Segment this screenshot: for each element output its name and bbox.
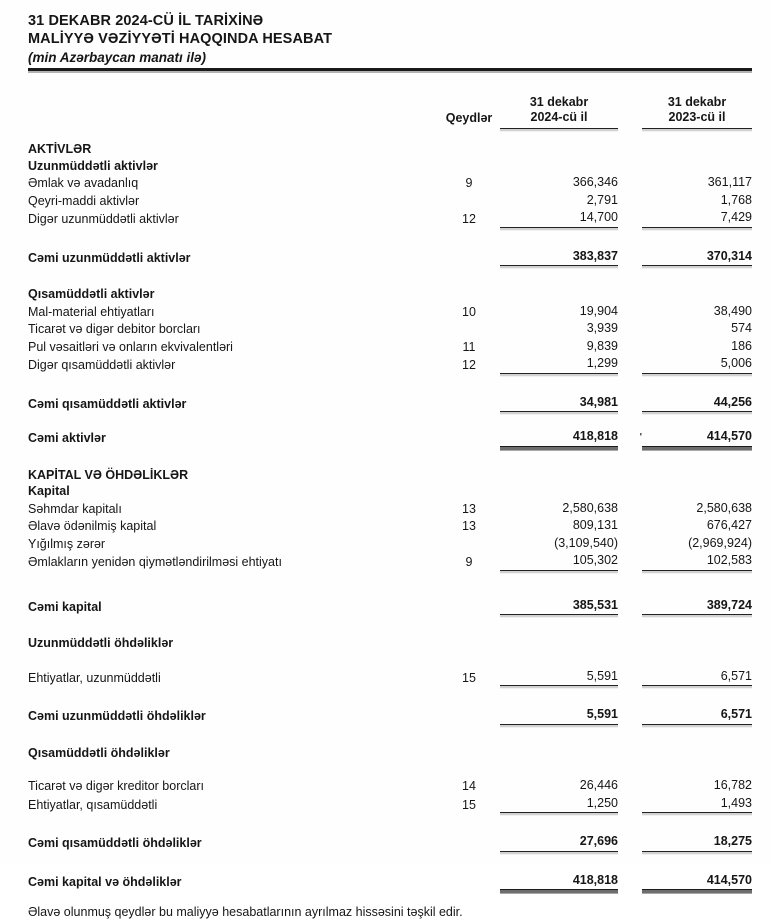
- row-value-2024: 5,591: [500, 706, 618, 725]
- statement-row: [28, 355, 752, 374]
- row-label: Səhmdar kapitalı: [28, 501, 122, 516]
- row-label: Digər qısamüddətli aktivlər: [28, 358, 176, 372]
- statement-row: [28, 320, 752, 338]
- row-label: Uzunmüddətli öhdəliklər: [28, 636, 174, 650]
- statement-date-title: 31 DEKABR 2024-CÜ İL TARİXİNƏ: [28, 13, 264, 29]
- row-value-2023: [642, 157, 752, 158]
- row-label: Ticarət və digər debitor borcları: [28, 322, 201, 336]
- statement-row: [28, 209, 752, 228]
- row-value-2023: 676,427: [706, 518, 752, 532]
- row-value-2023: 361,117: [707, 175, 752, 189]
- statement-row: [28, 394, 752, 413]
- row-value-2024: [500, 760, 618, 761]
- row-label: Ehtiyatlar, uzunmüddətli: [28, 670, 161, 685]
- statement-row: [28, 428, 752, 447]
- row-label: Əmlakların yenidən qiymətləndirilməsi ehtiyatı: [28, 555, 282, 569]
- row-value-2024: 2,580,638: [562, 500, 618, 515]
- column-header-2023: [642, 95, 752, 129]
- row-label: Digər uzunmüddətli aktivlər: [28, 212, 179, 226]
- row-note: 12: [462, 358, 476, 372]
- row-value-2024: [500, 157, 618, 158]
- row-label: Əlavə ödənilmiş kapital: [28, 519, 157, 533]
- row-note: 9: [465, 176, 473, 190]
- row-value-2023: 5,006: [642, 355, 752, 374]
- statement-row: [28, 248, 752, 267]
- row-note: 10: [462, 304, 476, 319]
- row-label: AKTİVLƏR: [28, 142, 92, 156]
- statement-row: [28, 500, 752, 518]
- row-value-2024: 1,250: [500, 795, 618, 814]
- statement-rows: [28, 141, 752, 890]
- statement-name-title: MALİYYƏ VƏZİYYƏTİ HAQQINDA HESABAT: [28, 31, 333, 47]
- statement-row: [28, 535, 752, 553]
- row-label: Cəmi qısamüddətli öhdəliklər: [28, 836, 202, 850]
- document-header: [28, 12, 752, 71]
- row-value-2023: 7,429: [642, 209, 752, 228]
- row-value-2024: 2,791: [586, 192, 618, 207]
- row-value-2024: 809,131: [572, 518, 618, 532]
- row-value-2023: 574: [731, 321, 752, 335]
- row-label: Kapital: [28, 484, 70, 498]
- row-value-2024: 1,299: [500, 355, 618, 374]
- row-value-2023: 2,580,638: [696, 500, 752, 515]
- row-label: Qeyri-maddi aktivlər: [28, 193, 140, 208]
- row-value-2024: [500, 482, 618, 483]
- row-value-2024: 14,700: [500, 209, 618, 228]
- column-header-2024-line1: 31 dekabr: [529, 95, 589, 109]
- scan-artifact-tick: ': [639, 432, 642, 443]
- row-value-2024: 383,837: [500, 248, 618, 267]
- statement-row: [28, 174, 752, 192]
- footer-note: Əlavə olunmuş qeydlər bu maliyyə hesabatlarının ayrılmaz hissəsini təşkil edir.: [28, 905, 463, 919]
- statement-row: [28, 706, 752, 725]
- row-value-2023: 6,571: [642, 706, 752, 725]
- row-label: Mal-material ehtiyatları: [28, 304, 155, 319]
- row-note: 13: [462, 519, 476, 533]
- statement-row: [28, 552, 752, 571]
- statement-row: [28, 338, 752, 356]
- column-header-2023-line2: 2023-cü il: [668, 110, 726, 124]
- statement-row: [28, 141, 752, 158]
- row-value-2023: (2,969,924): [688, 535, 752, 550]
- row-note: 13: [462, 501, 476, 516]
- row-label: Cəmi uzunmüddətli aktivlər: [28, 250, 191, 265]
- row-value-2024: 34,981: [500, 394, 618, 413]
- header-rule: [28, 68, 752, 71]
- row-label: Yığılmış zərər: [28, 536, 106, 551]
- row-label: KAPİTAL VƏ ÖHDƏLİKLƏR: [28, 467, 189, 482]
- statement-row: [28, 833, 752, 852]
- row-value-2023: 414,570: [642, 428, 752, 447]
- column-header-2024: [500, 95, 618, 129]
- row-value-2024: 385,531: [500, 597, 618, 616]
- row-value-2024: 366,346: [572, 175, 618, 189]
- row-value-2024: (3,109,540): [554, 535, 618, 550]
- notes-column-header: Qeydlər: [445, 111, 493, 125]
- statement-row: [28, 286, 752, 303]
- row-value-2023: 102,583: [642, 552, 752, 571]
- row-note: 9: [465, 555, 473, 569]
- row-value-2024: 19,904: [579, 303, 618, 318]
- row-label: Cəmi aktivlər: [28, 431, 106, 445]
- row-value-2023: [642, 651, 752, 652]
- statement-row: [28, 795, 752, 814]
- row-label: Pul vəsaitləri və onların ekvivalentləri: [28, 339, 233, 354]
- row-label: Cəmi kapital və öhdəliklər: [28, 874, 182, 889]
- row-label: Cəmi uzunmüddətli öhdəliklər: [28, 709, 206, 723]
- column-header-2023-line1: 31 dekabr: [667, 95, 727, 109]
- row-value-2024: 26,446: [579, 778, 618, 792]
- column-header-2024-line2: 2024-cü il: [530, 110, 588, 124]
- column-headers-row: [28, 95, 752, 129]
- row-value-2024: 5,591: [500, 668, 618, 687]
- row-value-2023: 18,275: [642, 833, 752, 852]
- row-value-2023: 6,571: [642, 668, 752, 687]
- row-value-2023: 44,256: [642, 394, 752, 413]
- statement-row: [28, 777, 752, 795]
- statement-row: [28, 192, 752, 210]
- row-label: Uzunmüddətli aktivlər: [28, 158, 158, 173]
- row-value-2023: [642, 482, 752, 483]
- row-value-2023: 186: [731, 338, 752, 353]
- row-value-2023: 1,493: [642, 795, 752, 814]
- row-value-2024: 418,818: [500, 428, 618, 447]
- row-value-2023: 16,782: [713, 778, 752, 792]
- row-label: Cəmi qısamüddətli aktivlər: [28, 396, 187, 411]
- row-value-2024: 9,839: [586, 338, 618, 353]
- statement-row: [28, 303, 752, 321]
- row-value-2023: 389,724: [642, 597, 752, 616]
- row-label: Əmlak və avadanlıq: [28, 176, 139, 190]
- statement-row: [28, 483, 752, 500]
- row-note: 15: [462, 670, 476, 685]
- statement-row: [28, 467, 752, 484]
- statement-row: [28, 517, 752, 535]
- row-value-2024: 418,818: [500, 872, 618, 891]
- row-label: Qısamüddətli aktivlər: [28, 287, 155, 301]
- row-value-2023: [642, 760, 752, 761]
- statement-row: [28, 745, 752, 762]
- statement-row: [28, 872, 752, 891]
- row-value-2024: [500, 651, 618, 652]
- row-label: Cəmi kapital: [28, 599, 102, 614]
- statement-row: [28, 635, 752, 652]
- row-value-2024: 27,696: [500, 833, 618, 852]
- row-note: 14: [462, 779, 476, 793]
- row-label: Ehtiyatlar, qısamüddətli: [28, 797, 158, 812]
- row-note: 15: [462, 797, 476, 812]
- row-value-2023: 414,570: [642, 872, 752, 891]
- row-value-2024: 3,939: [586, 321, 618, 335]
- row-value-2023: 1,768: [720, 192, 752, 207]
- row-note: 12: [462, 212, 476, 226]
- row-label: Ticarət və digər kreditor borcları: [28, 779, 204, 793]
- row-value-2023: 370,314: [642, 248, 752, 267]
- statement-row: [28, 158, 752, 175]
- currency-note: (min Azərbaycan manatı ilə): [28, 50, 207, 65]
- row-label: Qısamüddətli öhdəliklər: [28, 745, 170, 760]
- row-value-2023: 38,490: [713, 303, 752, 318]
- row-note: 11: [462, 339, 476, 354]
- statement-row: [28, 597, 752, 616]
- row-value-2024: 105,302: [500, 552, 618, 571]
- statement-row: [28, 668, 752, 687]
